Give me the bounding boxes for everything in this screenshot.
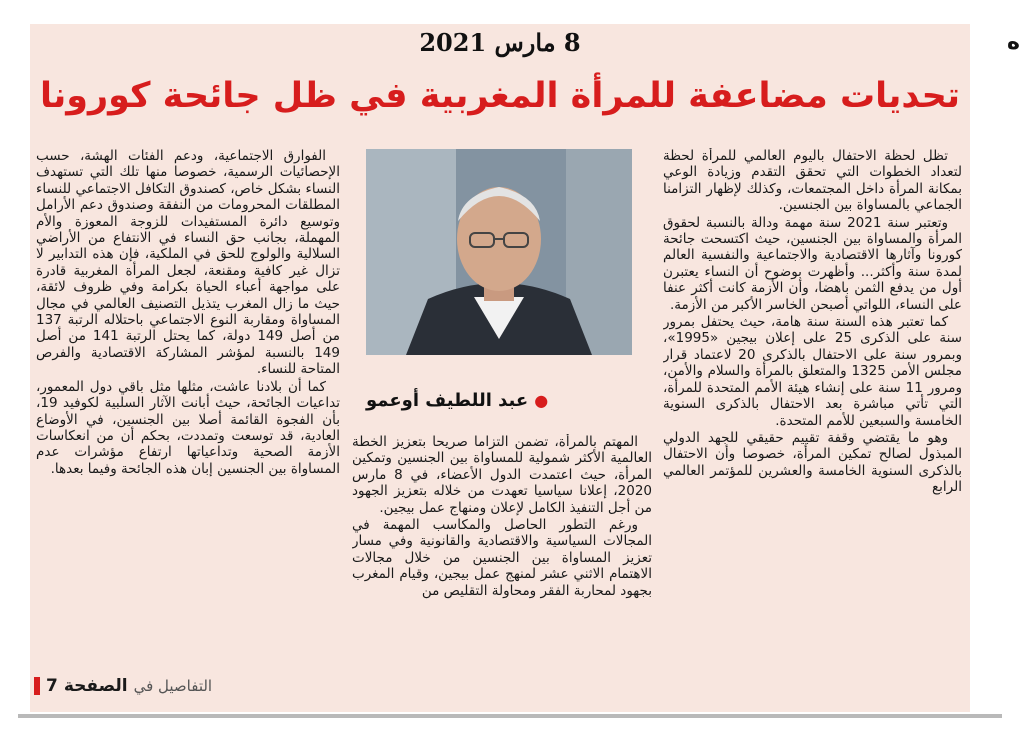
page-label: الصفحة xyxy=(63,676,128,696)
paragraph: الفوارق الاجتماعية، ودعم الفئات الهشة، حسب الإحصائيات الرسمية، خصوصا منها تلك التي تستهدف النساء بشكل خاص، كصندوق التكافل الاجتماعي للنساء المطلقات المحرومات من النفقة وصندوق دعم الأرامل وتوسيع دائرة المستفيدات للزوجة المعوزة والأم المهملة، بجانب حق النساء في الانتفاع من الأراضي السلالية والولوج للحق في الملكية، فإن هذه التدابير لا تزال غير كافية ومقنعة، لجعل المرأة المغربية قادرة على مواجهة أعباء الحياة بكرامة وفي ظروف لائقة، حيث ما زال المغرب يتذيل التصنيف العالمي في مجال المساواة ومقاربة النوع الاجتماعي باحتلاله الرتبة 137 من أصل 149 دولة، كما يحتل الرتبة 141 من أصل 149 بالنسبة لمؤشر المشاركة الاقتصادية والفرص المتاحة للنساء. xyxy=(36,148,340,378)
accent-bar-icon xyxy=(34,677,40,695)
paragraph: المهتم بالمرأة، تضمن التزاما صريحا بتعزيز الخطة العالمية الأكثر شمولية للمساواة بين الجنسين وتمكين المرأة، حيث اعتمدت الدول الأعضاء، في 8 مارس 2020، إعلانا سياسيا تعهدت من خلاله بتعزيز الجهود من أجل التنفيذ الكامل لإعلان ومنهاج عمل بيجين. xyxy=(352,434,652,516)
paragraph: كما تعتبر هذه السنة سنة هامة، حيث يحتفل بمرور سنة على الذكرى 25 على إعلان بيجين «1995»، وبمرور سنة على الاحتفال بالذكرى 20 لاعتماد قرار مجلس الأمن 1325 والمتعلق بالمرأة والسلام والأمن، ومرور 11 سنة على إنشاء هيئة الأمم المتحدة للمرأة، التي تأتي مباشرة بعد الاحتفال بالذكرى السنوية الخامسة والسبعين للأمم المتحدة. xyxy=(663,314,962,429)
article-date: 8 مارس 2021 xyxy=(419,28,581,57)
article-headline: تحديات مضاعفة للمرأة المغربية في ظل جائحة كورونا xyxy=(39,76,961,116)
portrait-photo-icon xyxy=(366,149,632,355)
author-photo xyxy=(366,149,632,355)
photo-caption xyxy=(366,390,632,411)
column-right xyxy=(663,148,962,703)
paragraph: ورغم التطور الحاصل والمكاسب المهمة في المجالات السياسية والاقتصادية والقانونية وفي مسار تعزيز المساواة بين الجنسين من خلال مجالات الاهتمام الاثني عشر لمنهج عمل بيجين، وقيام المغرب بجهود لمحاربة الفقر ومحاولة التقليص من xyxy=(352,517,652,599)
column-left xyxy=(36,148,340,670)
paragraph: تظل لحظة الاحتفال باليوم العالمي للمرأة لحظة لتعداد الخطوات التي تحقق التقدم وزيادة الوعي بمكانة المرأة داخل المجتمعات، وكذلك لإظهار التزامنا الجماعي بالمساواة بين الجنسين. xyxy=(663,148,962,214)
continuation-note[interactable] xyxy=(34,676,212,696)
newspaper-page xyxy=(30,24,970,712)
details-label: التفاصيل في xyxy=(133,677,213,695)
byline: عبد اللطيف أوعمو xyxy=(366,390,529,411)
column-middle xyxy=(352,434,652,704)
paragraph: وهو ما يقتضي وقفة تقييم حقيقي للجهد الدولي المبذول لصالح تمكين المرأة، خصوصا وأن الاحتفال بالذكرى السنوية الخامسة والعشرين للمؤتمر العالمي الرابع xyxy=(663,429,962,496)
bottom-rule xyxy=(18,714,1002,718)
paragraph: كما أن بلادنا عاشت، مثلها مثل باقي دول المعمور، تداعيات الجائحة، حيث أبانت الآثار السلبية لكوفيد 19، بأن الفجوة القائمة أصلا بين الجنسين، في الأوضاع العادية، قد توسعت وتمددت، بحكم أن من انعكاسات الأزمة الصحية وتداعياتها ارتفاع مؤشرات عدم المساواة بين الجنسين إبان هذه الجائحة وفيما بعدها. xyxy=(36,378,340,477)
paragraph: وتعتبر سنة 2021 سنة مهمة ودالة بالنسبة لحقوق المرأة والمساواة بين الجنسين، حيث اكتسحت جائحة كورونا وآثارها الاقتصادية والاجتماعية والنفسية العالم لمدة سنة وأكثر... وأظهرت بوضوح أن النساء يعتبرن أول من يدفع الثمن باهضا، وأن الأزمة كانت أكثر عنفا على النساء، اللواتي أصبحن الخاسر الأكبر من الأزمة. xyxy=(663,214,962,313)
edge-mark: ه xyxy=(1007,30,1020,55)
bullet-icon: ● xyxy=(534,391,549,410)
page-number: 7 xyxy=(46,676,58,696)
